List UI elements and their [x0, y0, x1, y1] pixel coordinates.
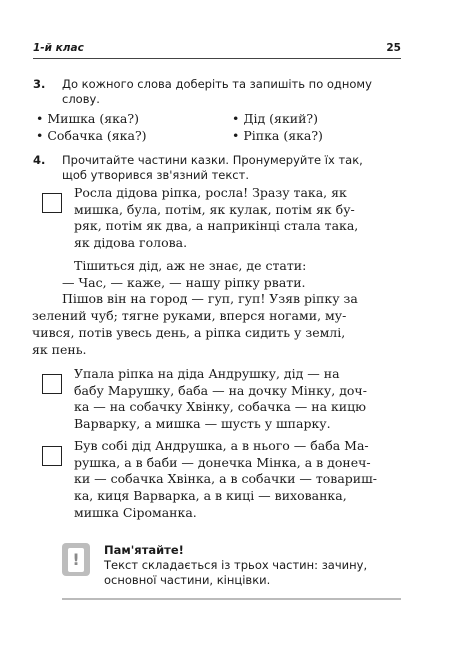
note-text	[104, 558, 400, 588]
page-number: 25	[386, 42, 401, 54]
text-line: бабу Марушку, баба — на дочку Мінку, доч-	[74, 382, 367, 398]
task4-instruction-line: щоб утворився зв'язний текст.	[62, 168, 249, 182]
text-line: Росла дідова ріпка, росла! Зразу така, як	[74, 185, 347, 200]
text-line: Був собі дід Андрушка, а в нього — баба Ма-	[74, 438, 369, 453]
word-item: • Дід (який?)	[232, 111, 318, 126]
word-item: • Собачка (яка?)	[36, 128, 147, 143]
word-item: • Мишка (яка?)	[36, 111, 139, 126]
text-line: Упала ріпка на діда Андрушку, дід — на	[74, 366, 340, 381]
task4-number: 4.	[33, 153, 46, 167]
number-answer-box[interactable]	[42, 193, 62, 213]
task4-instruction-line: Прочитайте частини казки. Пронумеруйте їх так,	[62, 153, 363, 167]
text-line: ряк, потім як два, а наприкінці стала така,	[74, 218, 359, 234]
exclamation-symbol: !	[68, 548, 84, 572]
text-line: чився, потів увесь день, а ріпка сидить у землі,	[32, 324, 346, 340]
note-line: Текст складається із трьох частин: зачину,	[104, 558, 368, 572]
number-answer-box[interactable]	[42, 446, 62, 466]
header-divider	[33, 58, 401, 59]
text-line: ка — на собачку Хвінку, собачка — на кицю	[74, 399, 367, 415]
text-line: — Час, — каже, — нашу ріпку рвати.	[62, 274, 306, 290]
number-answer-box[interactable]	[42, 374, 62, 394]
text-line: як пень.	[32, 341, 87, 357]
task3-instruction-line: слову.	[62, 92, 100, 106]
text-line: зелений чуб; тягне руками, вперся ногами, му-	[32, 308, 347, 324]
word-item: • Ріпка (яка?)	[232, 128, 323, 143]
story-part-2	[74, 366, 402, 433]
text-line: ки — собачка Хвінка, а в собачки — товариш-	[74, 471, 377, 487]
text-line: як дідова голова.	[74, 235, 188, 251]
task3-instruction-line: До кожного слова доберіть та запишіть по одному	[62, 77, 372, 91]
task3-number: 3.	[33, 77, 46, 91]
text-line: мишка Сіроманка.	[74, 504, 197, 520]
exclamation-icon	[62, 543, 90, 576]
class-label: 1-й клас	[33, 42, 84, 54]
story-part-1-continuation	[32, 258, 402, 358]
page-header	[33, 40, 401, 58]
text-line: мишка, була, потім, як кулак, потім як бу-	[74, 201, 355, 217]
text-line: Тішиться дід, аж не знає, де стати:	[74, 258, 307, 273]
story-part-3	[74, 438, 402, 522]
text-line: Варварку, а мишка — шусть у шпарку.	[74, 416, 331, 432]
task4-instruction	[62, 153, 402, 183]
text-line: ка, киця Варварка, а в киці — вихованка,	[74, 488, 347, 504]
text-line: рушка, а в баби — донечка Мінка, а в донеч-	[74, 454, 371, 470]
task3-instruction	[62, 77, 402, 107]
story-part-1	[74, 185, 402, 252]
note-title: Пам'ятайте!	[104, 543, 184, 557]
text-line: Пішов він на город — гуп, гуп! Узяв ріпку за	[62, 291, 358, 307]
note-line: основної частини, кінцівки.	[104, 573, 271, 587]
